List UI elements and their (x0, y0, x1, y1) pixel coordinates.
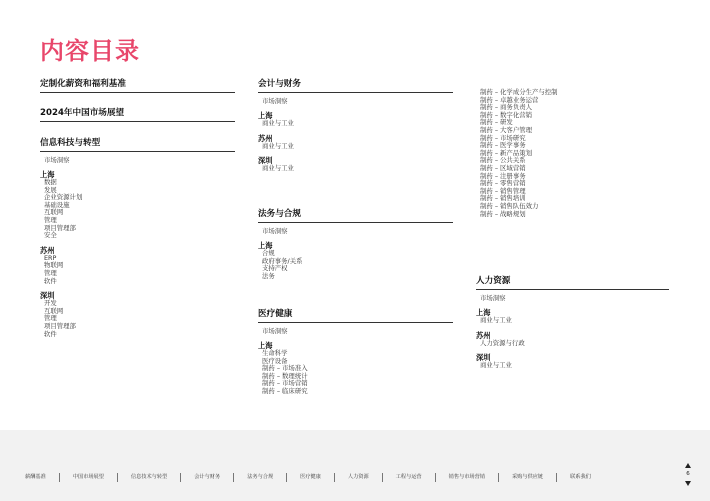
page-title: 内容目录 (40, 37, 140, 65)
section-salary-benchmark[interactable] (40, 78, 235, 93)
healthcare-pharma-continued (476, 89, 669, 218)
toc-item[interactable]: 数据 (44, 178, 57, 186)
toc-item[interactable]: 支持产权 (262, 264, 288, 273)
toc-item[interactable]: 商业与工业 (480, 361, 512, 370)
toc-item[interactable]: 制药 – 注册事务 (480, 171, 526, 180)
toc-item[interactable]: 制药 – 数理统计 (262, 371, 308, 380)
toc-item[interactable]: 管理 (44, 314, 57, 323)
toc-item[interactable]: 人力资源与行政 (480, 338, 525, 347)
nav-divider (556, 473, 557, 482)
market-insight-link[interactable]: 市场洞察 (262, 327, 288, 335)
arrow-up-icon[interactable] (685, 463, 691, 468)
nav-divider (498, 473, 499, 482)
toc-item[interactable]: 制药 – 商务负责人 (480, 103, 532, 112)
toc-item[interactable]: 商业与工业 (480, 316, 512, 324)
city-group-shanghai (258, 111, 453, 128)
toc-item[interactable]: 项目管理部 (44, 321, 76, 330)
nav-accounting-finance[interactable]: 会计与财务 (194, 474, 221, 480)
toc-item[interactable]: 合规 (262, 249, 275, 257)
nav-divider (382, 473, 383, 482)
section-china-outlook[interactable] (40, 107, 235, 122)
toc-item[interactable]: 制药 – 销售培训 (480, 194, 526, 203)
footer-nav (25, 472, 591, 482)
arrow-down-icon[interactable] (685, 481, 691, 486)
toc-item[interactable]: 制药 – 零售营销 (480, 179, 526, 188)
market-insight-link[interactable]: 市场洞察 (480, 294, 506, 302)
city-label[interactable]: 苏州 (476, 330, 491, 340)
city-group-shanghai (40, 170, 235, 240)
nav-divider (233, 473, 234, 482)
toc-item[interactable]: 安全 (44, 231, 57, 240)
toc-item[interactable]: 制药 – 市场研究 (480, 133, 526, 142)
section-title[interactable]: 人力资源 (476, 275, 669, 290)
city-label[interactable]: 苏州 (258, 133, 273, 143)
toc-item[interactable]: 制药 – 战略规划 (480, 209, 526, 218)
toc-item[interactable]: 医疗设备 (262, 356, 288, 365)
toc-item[interactable]: 商业与工业 (262, 141, 294, 150)
nav-divider (435, 473, 436, 482)
toc-item[interactable]: 政府事务/关系 (262, 256, 303, 265)
toc-item[interactable]: 制药 – 医学事务 (480, 141, 526, 150)
toc-item[interactable]: 商业与工业 (262, 119, 294, 127)
city-label[interactable]: 苏州 (40, 245, 55, 255)
nav-contact-us[interactable]: 联系我们 (570, 474, 591, 480)
city-group-suzhou (476, 331, 669, 348)
toc-item[interactable]: 制药 – 研发 (480, 118, 513, 127)
city-label[interactable]: 上海 (258, 111, 273, 120)
city-label[interactable]: 上海 (258, 241, 273, 250)
toc-item[interactable]: 制药 – 市场营销 (262, 379, 308, 388)
toc-item[interactable]: 制药 – 卓越业务运营 (480, 95, 539, 104)
section-title[interactable]: 2024年中国市场展望 (40, 107, 235, 122)
toc-item[interactable]: 互联网 (44, 306, 64, 315)
section-accounting-finance (258, 78, 453, 173)
nav-salary-benchmark[interactable]: 薪酬基准 (25, 474, 46, 480)
toc-item[interactable]: 制药 – 大客户管理 (480, 125, 532, 134)
city-group-shanghai (476, 308, 669, 325)
nav-human-resources[interactable]: 人力资源 (347, 474, 369, 480)
toc-item[interactable]: 制药 – 公共关系 (480, 156, 526, 165)
section-it-transformation (40, 137, 235, 338)
city-label[interactable]: 上海 (40, 170, 55, 179)
section-title[interactable]: 会计与财务 (258, 78, 453, 93)
toc-item[interactable]: 管理 (44, 268, 57, 277)
market-insight-link[interactable]: 市场洞察 (262, 97, 288, 105)
nav-divider (286, 473, 287, 482)
city-label[interactable]: 上海 (258, 341, 273, 350)
city-label[interactable]: 上海 (476, 308, 491, 317)
nav-china-outlook[interactable]: 中国市场展望 (72, 474, 104, 480)
toc-item[interactable]: 生命科学 (262, 349, 288, 357)
toc-item[interactable]: 法务 (262, 271, 275, 280)
toc-item[interactable]: 制药 – 市场准入 (262, 364, 308, 373)
city-group-suzhou (40, 246, 235, 285)
footer-bar (0, 430, 710, 501)
city-label[interactable]: 深圳 (40, 291, 55, 301)
nav-divider (334, 473, 335, 482)
city-group-shanghai (258, 341, 453, 396)
city-group-shenzhen (40, 291, 235, 338)
section-title[interactable]: 定制化薪资和福利基准 (40, 78, 235, 93)
city-group-suzhou (258, 134, 453, 151)
page-navigator (684, 462, 694, 490)
toc-item[interactable]: 软件 (44, 329, 57, 338)
page-number: 6 (686, 471, 690, 477)
toc-item[interactable]: 制药 – 数字化营销 (480, 110, 532, 119)
toc-item[interactable]: 项目管理部 (44, 223, 76, 232)
toc-item[interactable]: 制药 – 销售队伍效力 (480, 201, 539, 210)
toc-item[interactable]: 商业与工业 (262, 164, 294, 173)
section-human-resources (476, 275, 669, 370)
section-title[interactable]: 法务与合规 (258, 208, 453, 223)
toc-item[interactable]: 制药 – 化学成分生产与控制 (480, 88, 558, 96)
toc-item[interactable]: ERP (44, 253, 57, 262)
toc-item[interactable]: 制药 – 新产品策划 (480, 148, 532, 157)
city-group-shenzhen (258, 156, 453, 173)
toc-item[interactable]: 制药 – 区域营销 (480, 163, 526, 172)
section-title[interactable]: 信息科技与转型 (40, 137, 235, 152)
nav-procurement-supply-chain[interactable]: 采购与供应链 (511, 474, 544, 480)
toc-item[interactable]: 制药 – 销售管理 (480, 186, 526, 195)
section-healthcare (258, 308, 453, 396)
toc-item[interactable]: 发展 (44, 185, 57, 194)
nav-healthcare[interactable]: 医疗健康 (300, 474, 321, 480)
nav-divider (180, 473, 181, 482)
toc-item[interactable]: 制药 – 临床研究 (262, 386, 308, 395)
toc-item[interactable]: 物联网 (44, 261, 64, 270)
toc-item[interactable]: 基础设施 (44, 200, 70, 209)
nav-it-transformation[interactable]: 信息技术与转型 (130, 474, 168, 480)
city-label[interactable]: 深圳 (258, 156, 273, 166)
nav-sales-marketing[interactable]: 销售与市场营销 (448, 474, 485, 480)
city-label[interactable]: 深圳 (476, 353, 491, 363)
city-group-shanghai (258, 241, 453, 280)
section-title[interactable]: 医疗健康 (258, 308, 453, 323)
nav-engineering-operations[interactable]: 工程与运营 (395, 474, 422, 480)
nav-legal-compliance[interactable]: 法务与合规 (247, 474, 274, 480)
toc-item[interactable]: 互联网 (44, 208, 64, 217)
market-insight-link[interactable]: 市场洞察 (44, 156, 70, 164)
toc-item[interactable]: 管理 (44, 215, 57, 224)
nav-divider (117, 473, 118, 482)
market-insight-link[interactable]: 市场洞察 (262, 227, 288, 235)
toc-item[interactable]: 软件 (44, 276, 57, 285)
toc-item[interactable]: 开发 (44, 299, 57, 308)
section-legal-compliance (258, 208, 453, 280)
city-group-shenzhen (476, 353, 669, 370)
toc-item[interactable]: 企业资源计划 (44, 193, 83, 202)
nav-divider (59, 473, 60, 482)
